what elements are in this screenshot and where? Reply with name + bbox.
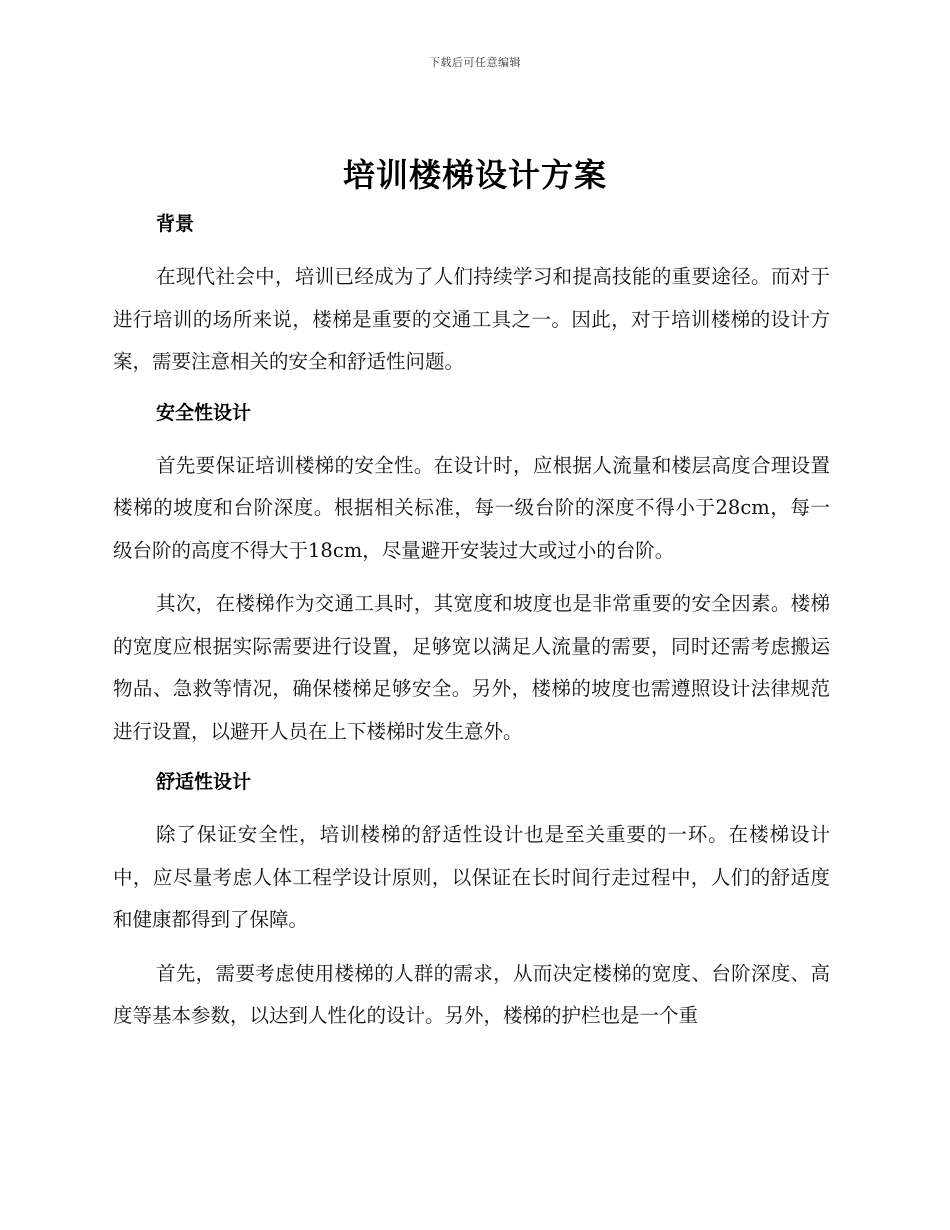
paragraph: 其次，在楼梯作为交通工具时，其宽度和坡度也是非常重要的安全因素。楼梯的宽度应根据实际需要进行设置，足够宽以满足人流量的需要，同时还需考虑搬运物品、急救等情况，确保楼梯足够安全。另外，楼梯的坡度也需遵照设计法律规范进行设置，以避开人员在上下楼梯时发生意外。 [113,592,830,743]
section-heading: 背景 [156,213,195,235]
document-body [113,196,830,1049]
section-safety-design [113,395,830,754]
section-heading: 舒适性设计 [156,771,252,793]
section-comfort-design [113,764,830,1038]
header-note: 下载后可任意编辑 [429,56,521,69]
paragraph: 除了保证安全性，培训楼梯的舒适性设计也是至关重要的一环。在楼梯设计中，应尽量考虑人体工程学设计原则，以保证在长时间行走过程中，人们的舒适度和健康都得到了保障。 [113,823,830,931]
section-background [113,206,830,384]
paragraph: 首先，需要考虑使用楼梯的人群的需求，从而决定楼梯的宽度、台阶深度、高度等基本参数，以达到人性化的设计。另外，楼梯的护栏也是一个重 [113,961,830,1027]
paragraph: 在现代社会中，培训已经成为了人们持续学习和提高技能的重要途径。而对于进行培训的场所来说，楼梯是重要的交通工具之一。因此，对于培训楼梯的设计方案，需要注意相关的安全和舒适性问题。 [113,265,830,373]
paragraph: 首先要保证培训楼梯的安全性。在设计时，应根据人流量和楼层高度合理设置楼梯的坡度和台阶深度。根据相关标准，每一级台阶的深度不得小于28cm，每一级台阶的高度不得大于18cm，尽量避开安装过大或过小的台阶。 [113,453,830,562]
document-title: 培训楼梯设计方案 [342,156,607,194]
section-heading: 安全性设计 [156,401,252,424]
